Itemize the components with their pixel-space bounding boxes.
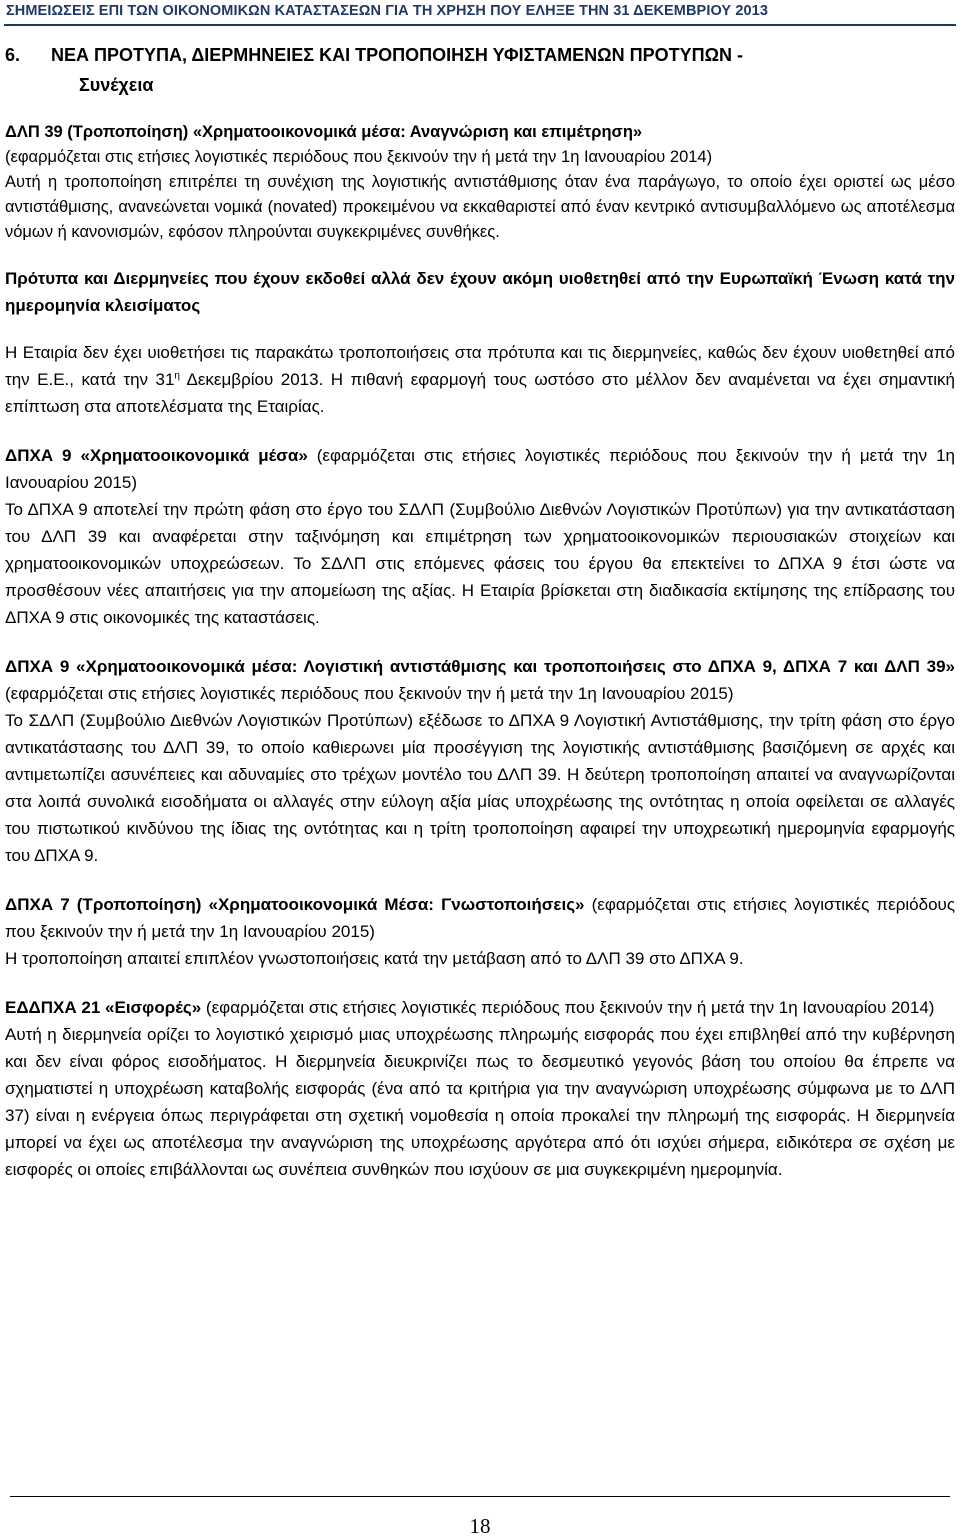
ifrs9-applies: (εφαρμόζεται στις ετήσιες λογιστικές περιόδους που ξεκινούν την ή μετά την 1η Ιανουαρίου 2015) — [5, 446, 955, 492]
ifrs9-block — [5, 442, 955, 631]
not-adopted-heading: Πρότυπα και Διερμηνείες που έχουν εκδοθεί αλλά δεν έχουν ακόμη υιοθετηθεί από την Ευρωπαϊκή Ένωση κατά την ημερομηνία κλεισίματος — [5, 269, 955, 315]
not-adopted-body-part2: Δεκεμβρίου 2013. Η πιθανή εφαρμογή τους ωστόσο στο μέλλον δεν αναμένεται να έχει σημαντική επίπτωση στα αποτελέσματα της Εταιρίας. — [5, 370, 955, 416]
lp39-body: Αυτή η τροποποίηση επιτρέπει τη συνέχιση της λογιστικής αντιστάθμισης όταν ένα παράγωγο, το οποίο έχει οριστεί ως μέσο αντιστάθμισης, ανανεώνεται νομικά (novated) προκειμένου να εκκαθαριστεί από έναν κεντρικό αντισυμβαλλόμενο ως αποτέλεσμα νόμων ή κανονισμών, εφόσον πληρούνται συγκεκριμένες συνθήκες. — [5, 173, 955, 241]
ifrs7-title-line — [5, 891, 955, 945]
header-title: ΣΗΜΕΙΩΣΕΙΣ ΕΠΙ ΤΩΝ ΟΙΚΟΝΟΜΙΚΩΝ ΚΑΤΑΣΤΑΣΕΩΝ ΓΙΑ ΤΗ ΧΡΗΣΗ ΠΟΥ ΕΛΗΞΕ ΤΗΝ 31 ΔΕΚΕΜΒΡΙΟΥ 2013 — [6, 3, 768, 19]
ifrs9-hedge-applies: (εφαρμόζεται στις ετήσιες λογιστικές περιόδους που ξεκινούν την ή μετά την 1η Ιανουαρίου 2015) — [5, 684, 734, 703]
section-title-line2: Συνέχεια — [79, 75, 154, 95]
ifrs9-hedge-title-line — [5, 653, 955, 707]
not-adopted-body-part1: Η Εταιρία δεν έχει υιοθετήσει τις παρακάτω τροποποιήσεις στα πρότυπα και τις διερμηνείες, καθώς δεν έχουν υιοθετηθεί από την Ε.Ε., κατά την 31 — [5, 343, 955, 389]
section-title-line1: ΝΕΑ ΠΡΟΤΥΠΑ, ΔΙΕΡΜΗΝΕΙΕΣ ΚΑΙ ΤΡΟΠΟΠΟΙΗΣΗ ΥΦΙΣΤΑΜΕΝΩΝ ΠΡΟΤΥΠΩΝ - — [51, 45, 743, 65]
not-adopted-body — [5, 339, 955, 420]
ifric21-body: Αυτή η διερμηνεία ορίζει το λογιστικό χειρισμό μιας υποχρέωσης πληρωμής εισφοράς που έχει επιβληθεί από την κυβέρνηση και δεν είναι φόρος εισοδήματος. Η διερμηνεία διευκρινίζει πως το δεσμευτικό γεγονός βάση του οποίου θα έπρεπε να σχηματιστεί η υποχρέωση καταβολής εισφοράς (ένα από τα κριτήρια για την αναγνώριση υποχρέωσης σύμφωνα με το ΔΛΠ 37) είναι η ενέργεια όπως περιγράφεται στη σχετική νομοθεσία η οποία προκαλεί την πληρωμή της εισφοράς. Η διερμηνεία μπορεί να έχει ως αποτέλεσμα την αναγνώριση της υποχρέωσης αργότερα από ότι ισχύει σήμερα, ειδικότερα σε σχέση με εισφορές οι οποίες επιβάλλονται ως συνέπεια συνθηκών που ισχύουν σε μια συγκεκριμένη ημερομηνία. — [5, 1025, 955, 1179]
ifrs9-hedge-block — [5, 653, 955, 869]
ifric21-title: ΕΔΔΠΧΑ 21 «Εισφορές» — [5, 998, 202, 1017]
ifrs9-hedge-body: Το ΣΔΛΠ (Συμβούλιο Διεθνών Λογιστικών Προτύπων) εξέδωσε το ΔΠΧΑ 9 Λογιστική Αντιστάθμισης, την τρίτη φάση στο έργο αντικατάστασης του ΔΛΠ 39, το οποίο καθιερωνει μία προσέγγιση της λογιστικής αντιστάθμισης βασιζόμενη σε αρχές και αντιμετωπίζει ασυνέπειες και αδυναμίες στο τρέχων μοντέλο του ΔΛΠ 39. Η δεύτερη τροποποίηση απαιτεί να αναγνωρίζονται στα λοιπά συνολικά εισοδήματα οι αλλαγές στην εύλογη αξία μίας υποχρέωσης της οντότητας η οποία οφείλεται σε αλλαγές του πιστωτικού κινδύνου της ίδιας της οντότητας και η τρίτη τροποποίηση αφαιρεί την υποχρεωτική ημερομηνία εφαρμογής του ΔΠΧΑ 9. — [5, 711, 955, 865]
ifrs9-body: Το ΔΠΧΑ 9 αποτελεί την πρώτη φάση στο έργο του ΣΔΛΠ (Συμβούλιο Διεθνών Λογιστικών Προτύπων) για την αντικατάσταση του ΔΛΠ 39 και αναφέρεται στην ταξινόμηση και επιμέτρηση των χρηματοοικονομικών περιουσιακών στοιχείων και χρηματοοικονομικών υποχρεώσεων. Το ΣΔΛΠ στις επόμενες φάσεις του έργου θα επεκτείνει το ΔΠΧΑ 9 έτσι ώστε να προσθέσουν νέες απαιτήσεις για την απομείωση της αξίας. Η Εταιρία βρίσκεται στη διαδικασία εκτίμησης της επίδρασης του ΔΠΧΑ 9 στις οικονομικές της καταστάσεις. — [5, 500, 955, 627]
ifric21-block — [5, 994, 955, 1183]
document-body — [5, 40, 955, 1183]
ifrs7-block — [5, 891, 955, 972]
ifrs9-title: ΔΠΧΑ 9 «Χρηματοοικονομικά μέσα» — [5, 446, 308, 465]
ifrs7-body: Η τροποποίηση απαιτεί επιπλέον γνωστοποιήσεις κατά την μετάβαση από το ΔΛΠ 39 στο ΔΠΧΑ 9. — [5, 949, 744, 968]
lp39-applies: (εφαρμόζεται στις ετήσιες λογιστικές περιόδους που ξεκινούν την ή μετά την 1η Ιανουαρίου 2014) — [5, 148, 713, 166]
section-number: 6. — [5, 45, 21, 65]
page-number: 18 — [469, 1514, 491, 1538]
not-adopted-block — [5, 265, 955, 420]
ifric21-title-line — [5, 994, 955, 1021]
lp39-title: ΔΛΠ 39 (Τροποποίηση) «Χρηματοοικονομικά μέσα: Αναγνώριση και επιμέτρηση» — [5, 123, 643, 141]
ifrs7-title: ΔΠΧΑ 7 (Τροποποίηση) «Χρηματοοικονομικά Μέσα: Γνωστοποιήσεις» — [5, 895, 585, 914]
ifric21-applies: (εφαρμόζεται στις ετήσιες λογιστικές περιόδους που ξεκινούν την ή μετά την 1η Ιανουαρίου 2014) — [201, 998, 935, 1017]
ifrs9-hedge-title: ΔΠΧΑ 9 «Χρηματοοικονομικά μέσα: Λογιστική αντιστάθμισης και τροποποιήσεις στο ΔΠΧΑ 9, ΔΠΧΑ 7 και ΔΛΠ 39» — [5, 657, 955, 676]
footer-divider — [10, 1496, 950, 1497]
page-header — [4, 0, 956, 26]
ifrs7-applies: (εφαρμόζεται στις ετήσιες λογιστικές περιόδους που ξεκινούν την ή μετά την 1η Ιανουαρίου 2015) — [5, 895, 956, 941]
section-heading — [5, 40, 955, 100]
not-adopted-sup: η — [174, 370, 180, 382]
ifrs9-title-line — [5, 442, 955, 496]
lp39-block — [5, 120, 955, 245]
